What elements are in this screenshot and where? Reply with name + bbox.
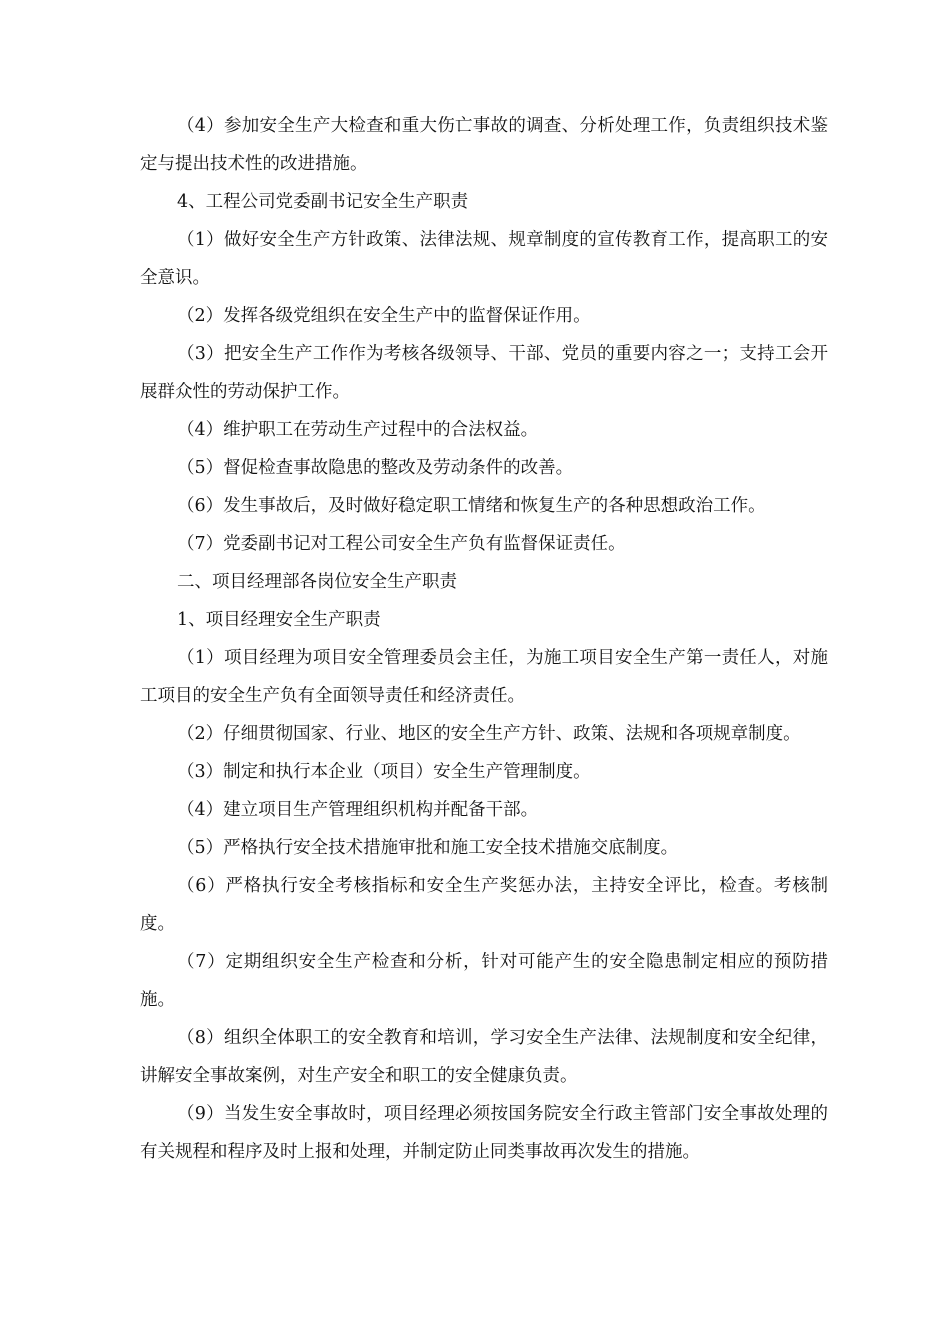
section-heading-1: 1、项目经理安全生产职责	[177, 610, 381, 630]
paragraph-8: （6）发生事故后，及时做好稳定职工情绪和恢复生产的各种思想政治工作。	[177, 496, 766, 516]
paragraph-1: （4）参加安全生产大检查和重大伤亡事故的调查、分析处理工作，负责组织技术鉴定与提出技术性的改进措施。	[140, 116, 828, 174]
paragraph-15: （4）建立项目生产管理组织机构并配备干部。	[177, 800, 539, 820]
section-heading-4: 4、工程公司党委副书记安全生产职责	[177, 192, 469, 212]
document-body	[140, 107, 828, 1171]
paragraph-6: （4）维护职工在劳动生产过程中的合法权益。	[177, 420, 539, 440]
paragraph-12: （1）项目经理为项目安全管理委员会主任，为施工项目安全生产第一责任人，对施工项目的安全生产负有全面领导责任和经济责任。	[140, 648, 828, 706]
chapter-heading-2: 二、项目经理部各岗位安全生产职责	[177, 572, 457, 592]
paragraph-4: （2）发挥各级党组织在安全生产中的监督保证作用。	[177, 306, 591, 326]
paragraph-17: （6）严格执行安全考核指标和安全生产奖惩办法，主持安全评比，检查。考核制度。	[140, 876, 828, 934]
paragraph-20: （9）当发生安全事故时，项目经理必须按国务院安全行政主管部门安全事故处理的有关规程和程序及时上报和处理，并制定防止同类事故再次发生的措施。	[140, 1104, 828, 1162]
paragraph-13: （2）仔细贯彻国家、行业、地区的安全生产方针、政策、法规和各项规章制度。	[177, 724, 801, 744]
paragraph-3: （1）做好安全生产方针政策、法律法规、规章制度的宣传教育工作，提高职工的安全意识。	[140, 230, 828, 288]
paragraph-18: （7）定期组织安全生产检查和分析，针对可能产生的安全隐患制定相应的预防措施。	[140, 952, 828, 1010]
paragraph-9: （7）党委副书记对工程公司安全生产负有监督保证责任。	[177, 534, 626, 554]
paragraph-5: （3）把安全生产工作作为考核各级领导、干部、党员的重要内容之一；支持工会开展群众性的劳动保护工作。	[140, 344, 828, 402]
paragraph-16: （5）严格执行安全技术措施审批和施工安全技术措施交底制度。	[177, 838, 679, 858]
paragraph-7: （5）督促检查事故隐患的整改及劳动条件的改善。	[177, 458, 574, 478]
paragraph-19: （8）组织全体职工的安全教育和培训，学习安全生产法律、法规制度和安全纪律，讲解安全事故案例，对生产安全和职工的安全健康负责。	[140, 1028, 828, 1086]
paragraph-14: （3）制定和执行本企业（项目）安全生产管理制度。	[177, 762, 591, 782]
